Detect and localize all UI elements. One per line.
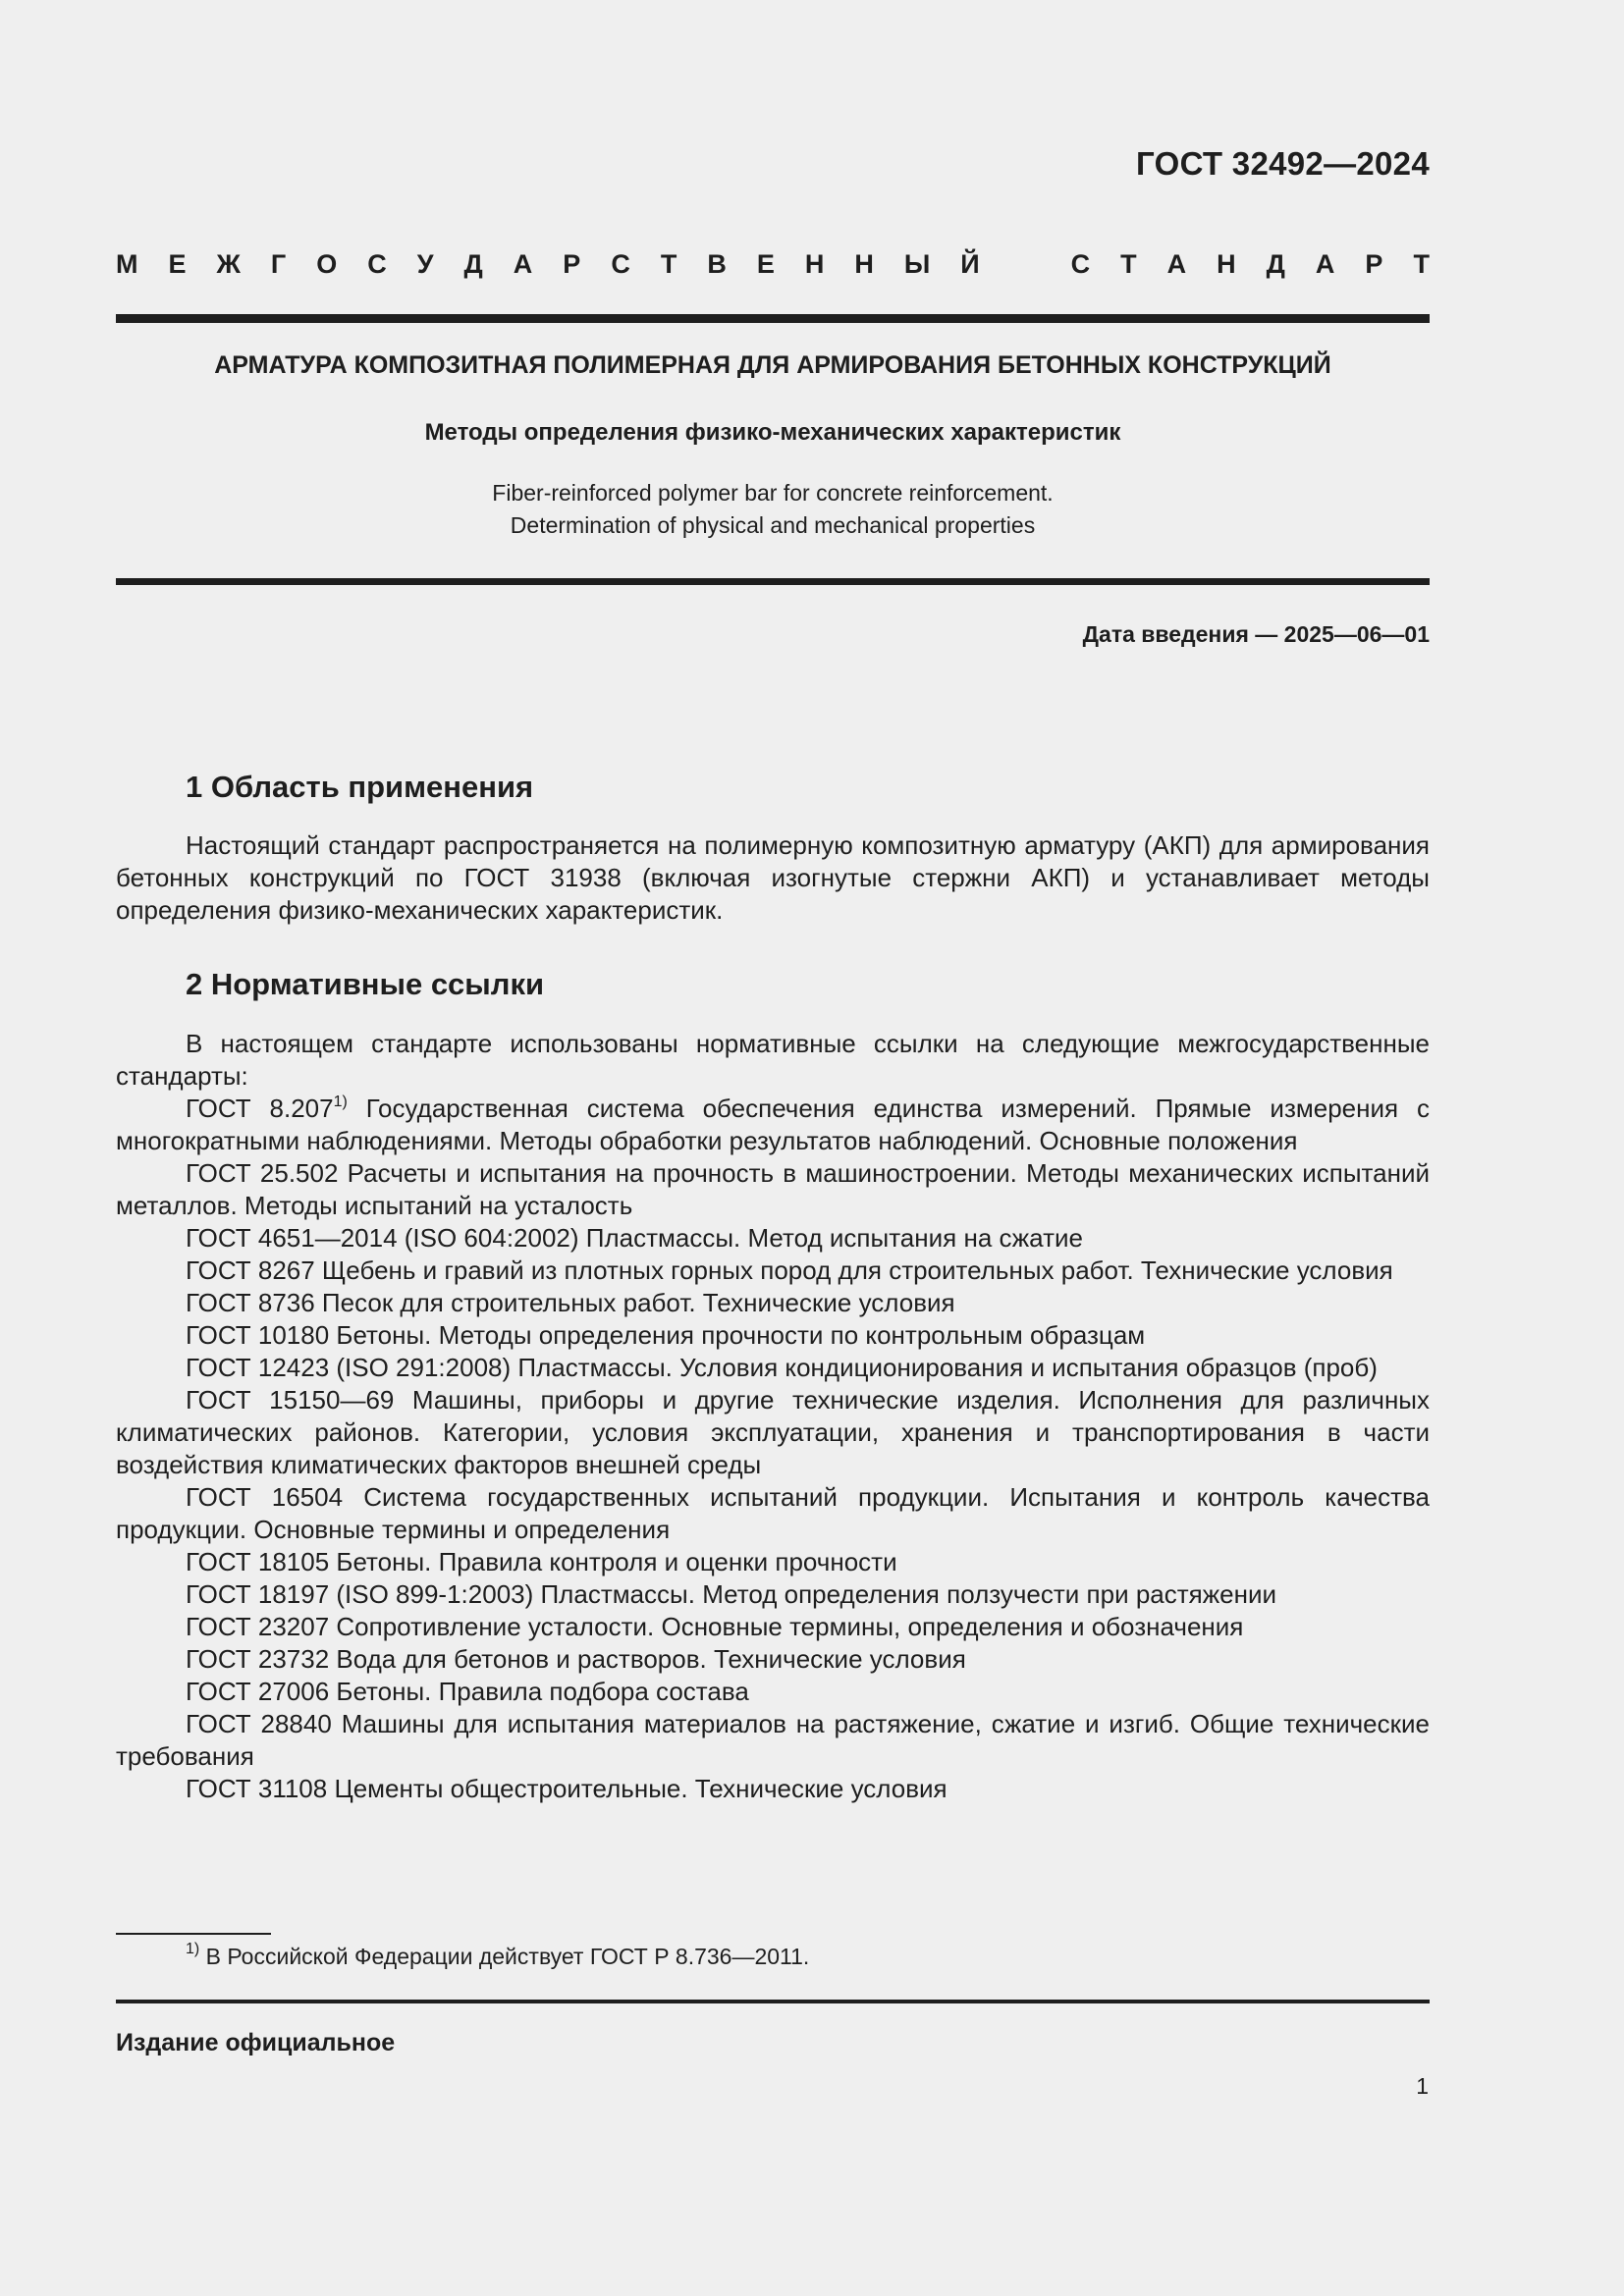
document-subtitle: Методы определения физико-механических характеристик	[424, 419, 1121, 446]
introduction-date: Дата введения — 2025—06—01	[1082, 621, 1430, 647]
reference-item: ГОСТ 28840 Машины для испытания материалов на растяжение, сжатие и изгиб. Общие технические требования	[116, 1709, 1430, 1771]
spaced-letter: А	[1315, 249, 1335, 279]
reference-item	[116, 1093, 1430, 1157]
reference-item: ГОСТ 27006 Бетоны. Правила подбора состава	[186, 1677, 749, 1706]
interstate-standard-heading	[116, 249, 1430, 280]
paragraph: Настоящий стандарт распространяется на полимерную композитную арматуру (АКП) для армирования бетонных конструкций по ГОСТ 31938 (включая изогнутые стержни АКП) и устанавливает методы определения физико-механических характеристик.	[116, 830, 1430, 925]
english-title-line: Fiber-reinforced polymer bar for concrete reinforcement.	[492, 480, 1054, 506]
spaced-letter: Н	[854, 249, 874, 279]
reference-item: ГОСТ 15150—69 Машины, приборы и другие технические изделия. Исполнения для различных климатических районов. Категории, условия эксплуатации, хранения и транспортирования в части воздействия климатических факторов внешней среды	[116, 1385, 1430, 1479]
spaced-letter: Т	[1413, 249, 1430, 279]
spaced-letter: Ы	[903, 249, 931, 279]
reference-item: ГОСТ 25.502 Расчеты и испытания на прочность в машиностроении. Методы механических испытаний металлов. Методы испытаний на усталость	[116, 1158, 1430, 1220]
english-title	[116, 477, 1430, 542]
spaced-letter: Е	[756, 249, 775, 279]
spaced-letter: Й	[960, 249, 980, 279]
standard-number: ГОСТ 32492—2024	[1136, 145, 1430, 182]
spaced-letter: С	[611, 249, 630, 279]
references-list	[116, 1028, 1430, 1805]
english-title-line: Determination of physical and mechanical properties	[510, 512, 1036, 538]
spaced-letter: С	[367, 249, 387, 279]
footnote-marker: 1)	[186, 1941, 200, 1957]
section-body	[116, 829, 1430, 927]
spaced-letter: В	[707, 249, 727, 279]
spaced-letter: А	[513, 249, 533, 279]
spaced-letter: Д	[463, 249, 483, 279]
top-divider	[116, 314, 1430, 323]
spaced-letter: Р	[563, 249, 581, 279]
section-heading: 2 Нормативные ссылки	[186, 967, 545, 1001]
official-edition-label: Издание официальное	[116, 2029, 396, 2056]
reference-item: ГОСТ 18105 Бетоны. Правила контроля и оценки прочности	[186, 1547, 897, 1576]
footnote-separator	[116, 1933, 271, 1935]
reference-item: ГОСТ 18197 (ISO 899-1:2003) Пластмассы. Метод определения ползучести при растяжении	[186, 1579, 1276, 1609]
spaced-letter: Н	[1217, 249, 1236, 279]
spaced-letter: Е	[168, 249, 187, 279]
spaced-letter: М	[116, 249, 138, 279]
reference-item: ГОСТ 4651—2014 (ISO 604:2002) Пластмассы. Метод испытания на сжатие	[186, 1223, 1083, 1253]
reference-item: ГОСТ 12423 (ISO 291:2008) Пластмассы. Условия кондиционирования и испытания образцов (проб)	[186, 1353, 1378, 1382]
footnote	[186, 1942, 809, 1971]
spaced-letter: У	[416, 249, 434, 279]
spaced-letter: Г	[270, 249, 287, 279]
title-divider	[116, 578, 1430, 585]
bottom-divider	[116, 2000, 1430, 2003]
section-heading: 1 Область применения	[186, 770, 534, 804]
spaced-letter: С	[1070, 249, 1091, 279]
footnote-text: В Российской Федерации действует ГОСТ Р 8.736—2011.	[199, 1944, 810, 1969]
footnote-marker: 1)	[333, 1094, 348, 1110]
spaced-letter: Д	[1266, 249, 1285, 279]
reference-item: ГОСТ 8736 Песок для строительных работ. Технические условия	[186, 1288, 955, 1317]
reference-code: ГОСТ 8.207	[186, 1094, 334, 1123]
paragraph: В настоящем стандарте использованы нормативные ссылки на следующие межгосударственные стандарты:	[116, 1029, 1430, 1091]
reference-item: ГОСТ 8267 Щебень и гравий из плотных горных пород для строительных работ. Технические условия	[186, 1255, 1393, 1285]
reference-item: ГОСТ 10180 Бетоны. Методы определения прочности по контрольным образцам	[186, 1320, 1146, 1350]
spaced-letter: Т	[1120, 249, 1137, 279]
spaced-letter: А	[1166, 249, 1187, 279]
spaced-letter: Т	[660, 249, 677, 279]
document-title: АРМАТУРА КОМПОЗИТНАЯ ПОЛИМЕРНАЯ ДЛЯ АРМИРОВАНИЯ БЕТОННЫХ КОНСТРУКЦИЙ	[214, 351, 1331, 379]
reference-item: ГОСТ 23732 Вода для бетонов и растворов. Технические условия	[186, 1644, 966, 1674]
page-number: 1	[1416, 2073, 1429, 2099]
reference-item: ГОСТ 16504 Система государственных испытаний продукции. Испытания и контроль качества продукции. Основные термины и определения	[116, 1482, 1430, 1544]
reference-item: ГОСТ 23207 Сопротивление усталости. Основные термины, определения и обозначения	[186, 1612, 1244, 1641]
spaced-letter: О	[316, 249, 338, 279]
spaced-letter: Ж	[216, 249, 241, 279]
spaced-letter: Н	[804, 249, 825, 279]
reference-item: ГОСТ 31108 Цементы общестроительные. Технические условия	[186, 1774, 947, 1803]
spaced-letter: Р	[1365, 249, 1383, 279]
reference-text: Государственная система обеспечения единства измерений. Прямые измерения с многократными наблюдениями. Методы обработки результатов наблюдений. Основные положения	[116, 1094, 1430, 1155]
